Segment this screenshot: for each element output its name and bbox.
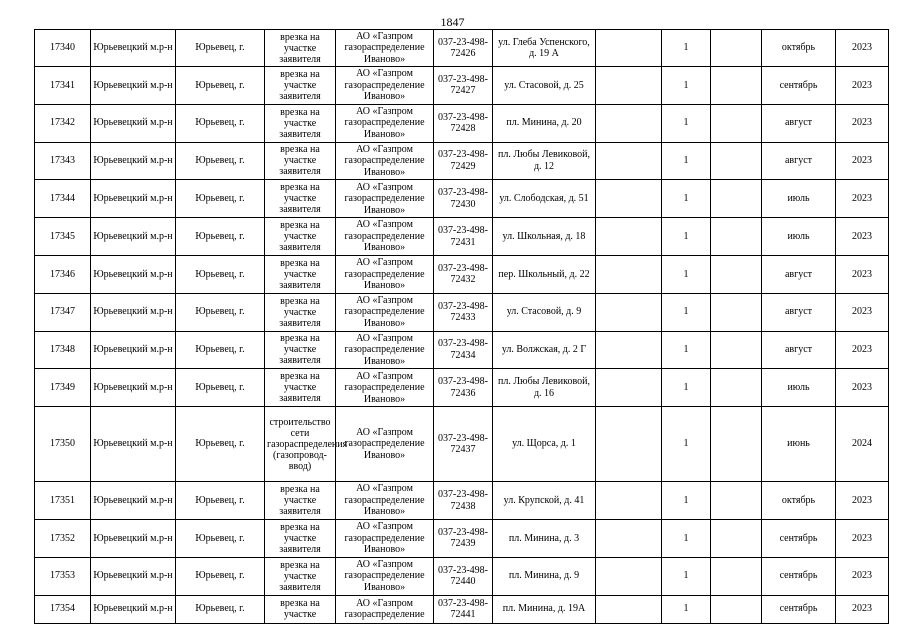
cell-connection-type: врезка на участке заявителя [265, 104, 336, 142]
cell-code: 037-23-498-72428 [434, 104, 493, 142]
cell-year: 2023 [836, 331, 889, 369]
cell-month: сентябрь [762, 557, 836, 595]
cell-town: Юрьевец, г. [176, 218, 265, 256]
cell-connection-type: врезка на участке заявителя [265, 482, 336, 520]
cell-month: август [762, 142, 836, 180]
cell-month: август [762, 331, 836, 369]
cell-empty [711, 293, 762, 331]
cell-district: Юрьевецкий м.р-н [91, 331, 176, 369]
cell-year: 2023 [836, 293, 889, 331]
cell-district: Юрьевецкий м.р-н [91, 255, 176, 293]
cell-address: пл. Минина, д. 20 [493, 104, 596, 142]
cell-quantity: 1 [662, 104, 711, 142]
cell-number: 17349 [35, 369, 91, 407]
cell-quantity: 1 [662, 293, 711, 331]
cell-quantity: 1 [662, 30, 711, 67]
cell-district: Юрьевецкий м.р-н [91, 142, 176, 180]
cell-month: август [762, 293, 836, 331]
cell-code: 037-23-498-72429 [434, 142, 493, 180]
cell-empty [596, 180, 662, 218]
cell-connection-type: врезка на участке заявителя [265, 180, 336, 218]
cell-district: Юрьевецкий м.р-н [91, 30, 176, 67]
cell-district: Юрьевецкий м.р-н [91, 595, 176, 623]
cell-code: 037-23-498-72430 [434, 180, 493, 218]
cell-quantity: 1 [662, 142, 711, 180]
cell-organization: АО «Газпром газораспределение Иваново» [336, 142, 434, 180]
cell-town: Юрьевец, г. [176, 519, 265, 557]
cell-empty [596, 255, 662, 293]
cell-district: Юрьевецкий м.р-н [91, 369, 176, 407]
cell-code: 037-23-498-72434 [434, 331, 493, 369]
table-row [35, 519, 889, 557]
cell-number: 17341 [35, 67, 91, 105]
cell-address: пер. Школьный, д. 22 [493, 255, 596, 293]
cell-month: сентябрь [762, 67, 836, 105]
cell-town: Юрьевец, г. [176, 595, 265, 623]
table-row [35, 293, 889, 331]
cell-code: 037-23-498-72426 [434, 30, 493, 67]
cell-number: 17353 [35, 557, 91, 595]
cell-connection-type: строительство сети газораспределения (газопровод-ввод) [265, 407, 336, 482]
cell-address: ул. Щорса, д. 1 [493, 407, 596, 482]
cell-empty [596, 218, 662, 256]
cell-empty [711, 218, 762, 256]
table-row [35, 557, 889, 595]
cell-empty [596, 331, 662, 369]
cell-connection-type: врезка на участке заявителя [265, 331, 336, 369]
cell-month: июль [762, 369, 836, 407]
cell-empty [711, 595, 762, 623]
cell-town: Юрьевец, г. [176, 104, 265, 142]
table-body [35, 30, 889, 624]
table-row [35, 67, 889, 105]
cell-quantity: 1 [662, 67, 711, 105]
cell-empty [711, 369, 762, 407]
cell-empty [596, 293, 662, 331]
cell-empty [711, 104, 762, 142]
cell-quantity: 1 [662, 557, 711, 595]
cell-district: Юрьевецкий м.р-н [91, 519, 176, 557]
cell-address: ул. Слободская, д. 51 [493, 180, 596, 218]
cell-address: пл. Минина, д. 19А [493, 595, 596, 623]
cell-empty [711, 142, 762, 180]
cell-code: 037-23-498-72437 [434, 407, 493, 482]
cell-town: Юрьевец, г. [176, 369, 265, 407]
cell-year: 2023 [836, 67, 889, 105]
page-number: 1847 [440, 15, 465, 29]
cell-number: 17340 [35, 30, 91, 67]
table-row [35, 218, 889, 256]
table-row [35, 407, 889, 482]
cell-year: 2024 [836, 407, 889, 482]
cell-quantity: 1 [662, 595, 711, 623]
cell-town: Юрьевец, г. [176, 293, 265, 331]
cell-town: Юрьевец, г. [176, 331, 265, 369]
cell-year: 2023 [836, 180, 889, 218]
cell-year: 2023 [836, 142, 889, 180]
cell-organization: АО «Газпром газораспределение Иваново» [336, 255, 434, 293]
cell-code: 037-23-498-72441 [434, 595, 493, 623]
cell-empty [711, 180, 762, 218]
cell-quantity: 1 [662, 218, 711, 256]
cell-number: 17351 [35, 482, 91, 520]
cell-code: 037-23-498-72431 [434, 218, 493, 256]
cell-month: сентябрь [762, 519, 836, 557]
table-row [35, 142, 889, 180]
cell-empty [596, 519, 662, 557]
cell-address: пл. Минина, д. 9 [493, 557, 596, 595]
cell-district: Юрьевецкий м.р-н [91, 482, 176, 520]
cell-address: ул. Волжская, д. 2 Г [493, 331, 596, 369]
cell-year: 2023 [836, 30, 889, 67]
cell-quantity: 1 [662, 482, 711, 520]
cell-empty [711, 519, 762, 557]
cell-number: 17352 [35, 519, 91, 557]
cell-empty [596, 595, 662, 623]
cell-town: Юрьевец, г. [176, 180, 265, 218]
cell-empty [596, 369, 662, 407]
cell-empty [596, 557, 662, 595]
cell-code: 037-23-498-72438 [434, 482, 493, 520]
table-row [35, 30, 889, 67]
table-row [35, 104, 889, 142]
cell-connection-type: врезка на участке заявителя [265, 30, 336, 67]
cell-empty [596, 482, 662, 520]
cell-empty [711, 557, 762, 595]
cell-connection-type: врезка на участке [265, 595, 336, 623]
cell-number: 17345 [35, 218, 91, 256]
cell-month: июль [762, 180, 836, 218]
cell-organization: АО «Газпром газораспределение Иваново» [336, 218, 434, 256]
cell-town: Юрьевец, г. [176, 407, 265, 482]
cell-organization: АО «Газпром газораспределение [336, 595, 434, 623]
cell-connection-type: врезка на участке заявителя [265, 557, 336, 595]
cell-month: сентябрь [762, 595, 836, 623]
cell-month: октябрь [762, 30, 836, 67]
cell-organization: АО «Газпром газораспределение Иваново» [336, 180, 434, 218]
cell-year: 2023 [836, 519, 889, 557]
cell-district: Юрьевецкий м.р-н [91, 293, 176, 331]
cell-quantity: 1 [662, 331, 711, 369]
table-row [35, 369, 889, 407]
cell-year: 2023 [836, 557, 889, 595]
cell-year: 2023 [836, 104, 889, 142]
cell-district: Юрьевецкий м.р-н [91, 67, 176, 105]
cell-district: Юрьевецкий м.р-н [91, 557, 176, 595]
cell-address: ул. Крупской, д. 41 [493, 482, 596, 520]
cell-organization: АО «Газпром газораспределение Иваново» [336, 557, 434, 595]
cell-month: июнь [762, 407, 836, 482]
cell-address: пл. Любы Левиковой, д. 16 [493, 369, 596, 407]
cell-year: 2023 [836, 369, 889, 407]
cell-code: 037-23-498-72433 [434, 293, 493, 331]
table-row [35, 180, 889, 218]
cell-organization: АО «Газпром газораспределение Иваново» [336, 30, 434, 67]
cell-address: ул. Стасовой, д. 9 [493, 293, 596, 331]
cell-connection-type: врезка на участке заявителя [265, 255, 336, 293]
cell-code: 037-23-498-72440 [434, 557, 493, 595]
cell-number: 17343 [35, 142, 91, 180]
cell-number: 17342 [35, 104, 91, 142]
cell-number: 17346 [35, 255, 91, 293]
cell-year: 2023 [836, 255, 889, 293]
data-table [34, 29, 889, 624]
cell-empty [596, 104, 662, 142]
cell-address: ул. Стасовой, д. 25 [493, 67, 596, 105]
cell-quantity: 1 [662, 369, 711, 407]
cell-address: пл. Любы Левиковой, д. 12 [493, 142, 596, 180]
cell-district: Юрьевецкий м.р-н [91, 180, 176, 218]
cell-code: 037-23-498-72439 [434, 519, 493, 557]
cell-month: август [762, 104, 836, 142]
cell-empty [711, 30, 762, 67]
cell-organization: АО «Газпром газораспределение Иваново» [336, 369, 434, 407]
cell-town: Юрьевец, г. [176, 142, 265, 180]
cell-organization: АО «Газпром газораспределение Иваново» [336, 519, 434, 557]
cell-year: 2023 [836, 218, 889, 256]
cell-empty [711, 407, 762, 482]
cell-empty [711, 255, 762, 293]
cell-month: июль [762, 218, 836, 256]
cell-code: 037-23-498-72432 [434, 255, 493, 293]
cell-connection-type: врезка на участке заявителя [265, 218, 336, 256]
cell-connection-type: врезка на участке заявителя [265, 67, 336, 105]
cell-number: 17354 [35, 595, 91, 623]
cell-town: Юрьевец, г. [176, 482, 265, 520]
cell-address: ул. Глеба Успенского, д. 19 А [493, 30, 596, 67]
cell-empty [711, 482, 762, 520]
cell-organization: АО «Газпром газораспределение Иваново» [336, 293, 434, 331]
cell-town: Юрьевец, г. [176, 67, 265, 105]
cell-number: 17344 [35, 180, 91, 218]
cell-number: 17348 [35, 331, 91, 369]
cell-empty [711, 331, 762, 369]
cell-number: 17350 [35, 407, 91, 482]
cell-quantity: 1 [662, 519, 711, 557]
cell-district: Юрьевецкий м.р-н [91, 104, 176, 142]
cell-connection-type: врезка на участке заявителя [265, 369, 336, 407]
cell-organization: АО «Газпром газораспределение Иваново» [336, 331, 434, 369]
cell-month: август [762, 255, 836, 293]
cell-organization: АО «Газпром газораспределение Иваново» [336, 67, 434, 105]
cell-code: 037-23-498-72427 [434, 67, 493, 105]
cell-year: 2023 [836, 595, 889, 623]
cell-empty [596, 407, 662, 482]
cell-address: пл. Минина, д. 3 [493, 519, 596, 557]
table-row [35, 331, 889, 369]
cell-quantity: 1 [662, 407, 711, 482]
cell-empty [596, 142, 662, 180]
cell-organization: АО «Газпром газораспределение Иваново» [336, 482, 434, 520]
cell-year: 2023 [836, 482, 889, 520]
table-row [35, 255, 889, 293]
cell-code: 037-23-498-72436 [434, 369, 493, 407]
cell-month: октябрь [762, 482, 836, 520]
cell-empty [596, 67, 662, 105]
cell-quantity: 1 [662, 180, 711, 218]
cell-connection-type: врезка на участке заявителя [265, 519, 336, 557]
table-row [35, 595, 889, 623]
cell-connection-type: врезка на участке заявителя [265, 142, 336, 180]
cell-district: Юрьевецкий м.р-н [91, 218, 176, 256]
cell-town: Юрьевец, г. [176, 557, 265, 595]
cell-connection-type: врезка на участке заявителя [265, 293, 336, 331]
cell-number: 17347 [35, 293, 91, 331]
cell-quantity: 1 [662, 255, 711, 293]
cell-empty [596, 30, 662, 67]
cell-town: Юрьевец, г. [176, 30, 265, 67]
cell-town: Юрьевец, г. [176, 255, 265, 293]
cell-address: ул. Школьная, д. 18 [493, 218, 596, 256]
table-row [35, 482, 889, 520]
cell-organization: АО «Газпром газораспределение Иваново» [336, 104, 434, 142]
cell-empty [711, 67, 762, 105]
cell-district: Юрьевецкий м.р-н [91, 407, 176, 482]
cell-organization: АО «Газпром газораспределение Иваново» [336, 407, 434, 482]
